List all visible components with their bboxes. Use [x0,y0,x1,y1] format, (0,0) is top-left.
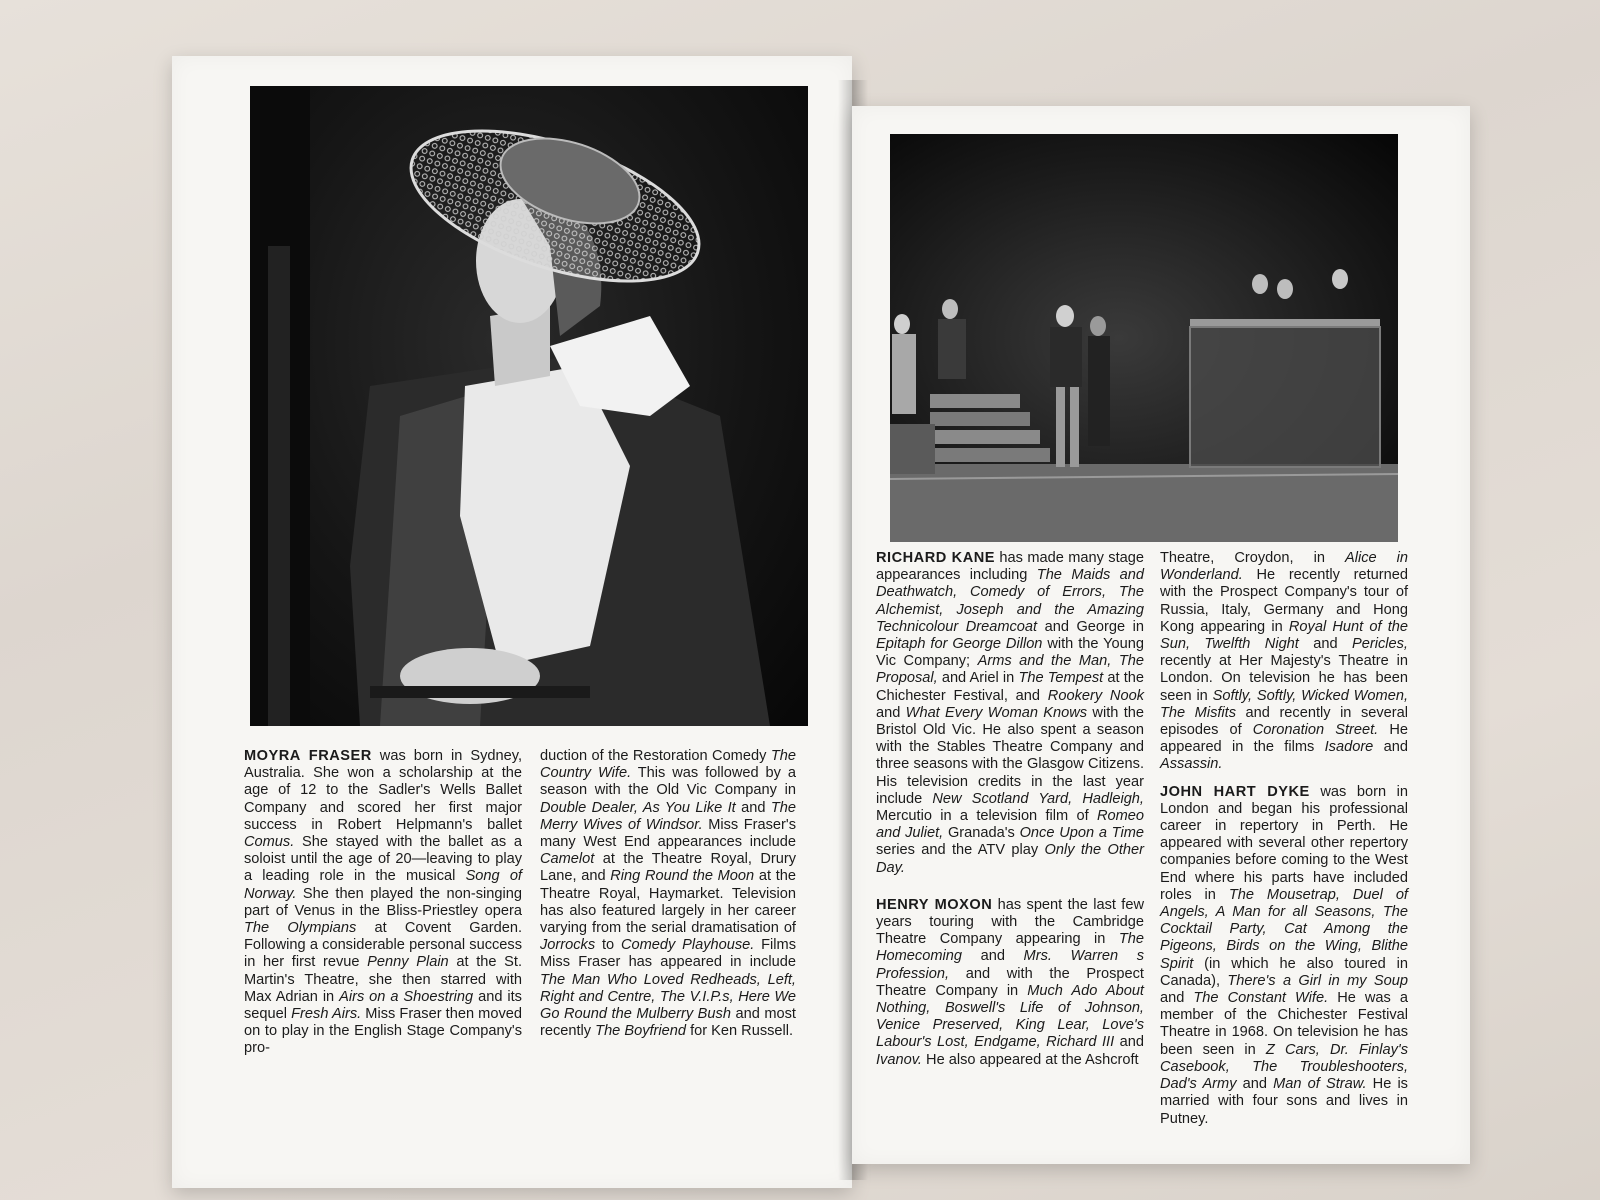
bio-text: Granada's [943,825,1020,842]
italic-title: There's a Girl in my Soup [1227,972,1409,989]
bio-text: and with the Prospect Theatre Company in [876,965,1144,999]
italic-title: The Country Wife. [540,748,796,782]
bio-text: He was a member of the Chichester Festival Theatre in 1968. On television he has been seen in [1160,990,1409,1058]
left-page [172,56,852,1188]
bio-text: Miss Fraser then moved on to play in the English Stage Company's pro- [244,1006,522,1057]
italic-title: Camelot [540,851,595,868]
bio-text: at the Chichester Festival, and [876,670,1144,704]
right-page [852,106,1470,1164]
bio-text: for Ken Russell. [686,1023,794,1040]
bio-text: at Covent Garden. Following a considerable personal success in her first revue [244,920,522,971]
italic-title: Penny Plain [367,954,449,971]
italic-title: Epitaph for George Dillon [876,636,1043,653]
bio-text: Mercutio in a television film of [876,808,1097,825]
italic-title: The Homecoming [876,931,1144,965]
bio-text: She stayed with the ballet as a soloist until the age of 20—leaving to play a leading role in the musical [244,834,522,885]
portrait-photo-moyra-fraser [250,86,808,726]
bio-paragraph [244,748,522,1058]
stage-scene-illustration [890,134,1398,542]
bio-text: and [1298,636,1353,653]
bio-text: has spent the last few years touring with the Cambridge Theatre Company appearing in [876,896,1145,948]
italic-title: Coronation Street. [1252,722,1379,739]
italic-title: Comedy Playhouse. [620,937,755,954]
bio-text: He recently returned with the Prospect Company's tour of Russia, Italy, Germany and Hong Kong appearing in [1160,567,1408,635]
italic-title: The Man Who Loved Redheads, Left, Right and Centre, The V.I.P.s, Here We Go Round the Mulberry Bush [540,971,796,1023]
actor-name: MOYRA FRASER [244,748,372,764]
italic-title: The Boyfriend [595,1023,687,1040]
bio-text: He also appeared at the Ashcroft [921,1051,1139,1068]
portrait-illustration [250,86,808,726]
stage-scene-photo [890,134,1398,542]
actor-name: RICHARD KANE [876,550,996,566]
bio-text: and [1114,1034,1144,1051]
bio-text: was born in London and began his professional career in repertory in Perth. He appeared with several other repertory companies before coming to the West End where his parts have included roles in [1160,783,1408,903]
bio-column-right-2 [1160,550,1408,1138]
bio-text: recently at Her Majesty's Theatre in London. On television he has been seen in [1160,653,1408,704]
bio-text: He appeared in the films [1160,722,1408,756]
bio-text: with the Bristol Old Vic. He also spent a season with the Stables Theatre Company and three seasons with the Glasgow Citizens. His television credits in the last year include [876,704,1144,807]
italic-title: What Every Woman Knows [905,704,1088,721]
italic-title: Song of Norway. [244,868,522,902]
bio-text: and Ariel in [937,670,1019,687]
italic-title: The Constant Wife. [1193,990,1329,1007]
italic-title: The Merry Wives of Windsor. [540,799,796,833]
bio-text: and its sequel [244,988,522,1023]
bio-paragraph [876,897,1144,1069]
bio-paragraph [1160,550,1408,774]
bio-text: to [595,937,621,954]
bio-text: (in which he also toured in Canada), [1160,955,1408,989]
italic-title: Pericles, [1352,636,1408,653]
bio-text: has made many stage appearances including [876,550,1144,584]
italic-title: The Olympians [244,920,357,937]
bio-paragraph [876,550,1144,877]
italic-title: The Maids and Deathwatch, Comedy of Errors, The Alchemist, Joseph and the Amazing Technicolour Dreamcoat [876,567,1144,635]
italic-title: Ivanov. [876,1051,922,1068]
bio-column-left-2 [540,748,796,1050]
bio-text: and [1236,1076,1274,1093]
italic-title: Double Dealer, As You Like It [540,799,736,816]
actor-name: JOHN HART DYKE [1160,783,1310,800]
italic-title: Arms and the Man, The Proposal, [876,653,1144,687]
italic-title: Assassin. [1160,756,1223,773]
bio-paragraph [540,748,796,1040]
italic-title: Airs on a Shoestring [339,988,474,1005]
bio-text: He is married with four sons and lives in Putney. [1160,1076,1408,1127]
bio-text: duction of the Restoration Comedy [540,748,771,764]
italic-title: Rookery Nook [1047,687,1144,704]
italic-title: New Scotland Yard, Hadleigh, [932,790,1144,807]
bio-text: Miss Fraser's many West End appearances include [540,816,796,851]
italic-title: The Mousetrap, Duel of Angels, A Man for all Seasons, The Cocktail Party, Cat Among the Pigeons, Birds on the Wing, Blithe Spirit [1160,886,1408,972]
italic-title: Much Ado About Nothing, Boswell's Life of Johnson, Venice Preserved, King Lear, Love's Labour's Lost, Endgame, Richard III [876,982,1144,1051]
italic-title: Only the Other Day. [876,842,1145,876]
bio-text: This was followed by a season with the Old Vic Company in [540,765,796,799]
italic-title: Softly, Softly, Wicked Women, The Misfits [1160,687,1408,721]
bio-text: series and the ATV play [876,842,1045,859]
bio-text: at the Theatre Royal, Haymarket. Television has also featured largely in her career varying from the serial dramatisation of [540,868,796,937]
bio-text: and [1373,739,1408,756]
bio-text: Theatre, Croydon, in [1160,550,1345,566]
italic-title: Z Cars, Dr. Finlay's Casebook, The Troubleshooters, Dad's Army [1160,1041,1409,1093]
italic-title: Ring Round the Moon [610,868,755,885]
italic-title: Royal Hunt of the Sun, Twelfth Night [1160,618,1408,653]
bio-text: and [1160,990,1194,1007]
italic-title: Fresh Airs. [291,1006,362,1023]
italic-title: Romeo and Juliet, [876,808,1144,842]
italic-title: Mrs. Warren s Profession, [876,948,1144,982]
bio-text: and [876,704,906,721]
bio-text: Films Miss Fraser has appeared in include [540,937,796,971]
bio-text: and recently in several episodes of [1160,704,1409,739]
italic-title: Jorrocks [540,937,596,954]
bio-text: and most recently [540,1006,796,1040]
italic-title: Isadore [1324,739,1374,756]
bio-paragraph [1160,784,1408,1128]
bio-text: at the St. Martin's Theatre, she then starred with Max Adrian in [244,954,523,1005]
actor-name: HENRY MOXON [876,896,993,913]
bio-column-right-1 [876,550,1144,1079]
bio-column-left-1 [244,748,522,1068]
bio-text: and [735,799,771,816]
italic-title: Comus. [244,834,295,851]
bio-text: and [961,948,1024,965]
italic-title: Once Upon a Time [1019,825,1144,842]
bio-text: and George in [1037,618,1144,635]
bio-text: She then played the non-singing part of Venus in the Bliss-Priestley opera [244,885,522,919]
bio-text: was born in Sydney, Australia. She won a scholarship at the age of 12 to the Sadler's Wells Ballet Company and scored her first major success in Robert Helpmann's ballet [244,748,522,833]
bio-text: at the Theatre Royal, Drury Lane, and [540,851,796,885]
italic-title: The Tempest [1018,670,1104,687]
italic-title: Man of Straw. [1273,1076,1367,1093]
italic-title: Alice in Wonderland. [1160,550,1408,584]
bio-text: with the Young Vic Company; [876,636,1144,670]
